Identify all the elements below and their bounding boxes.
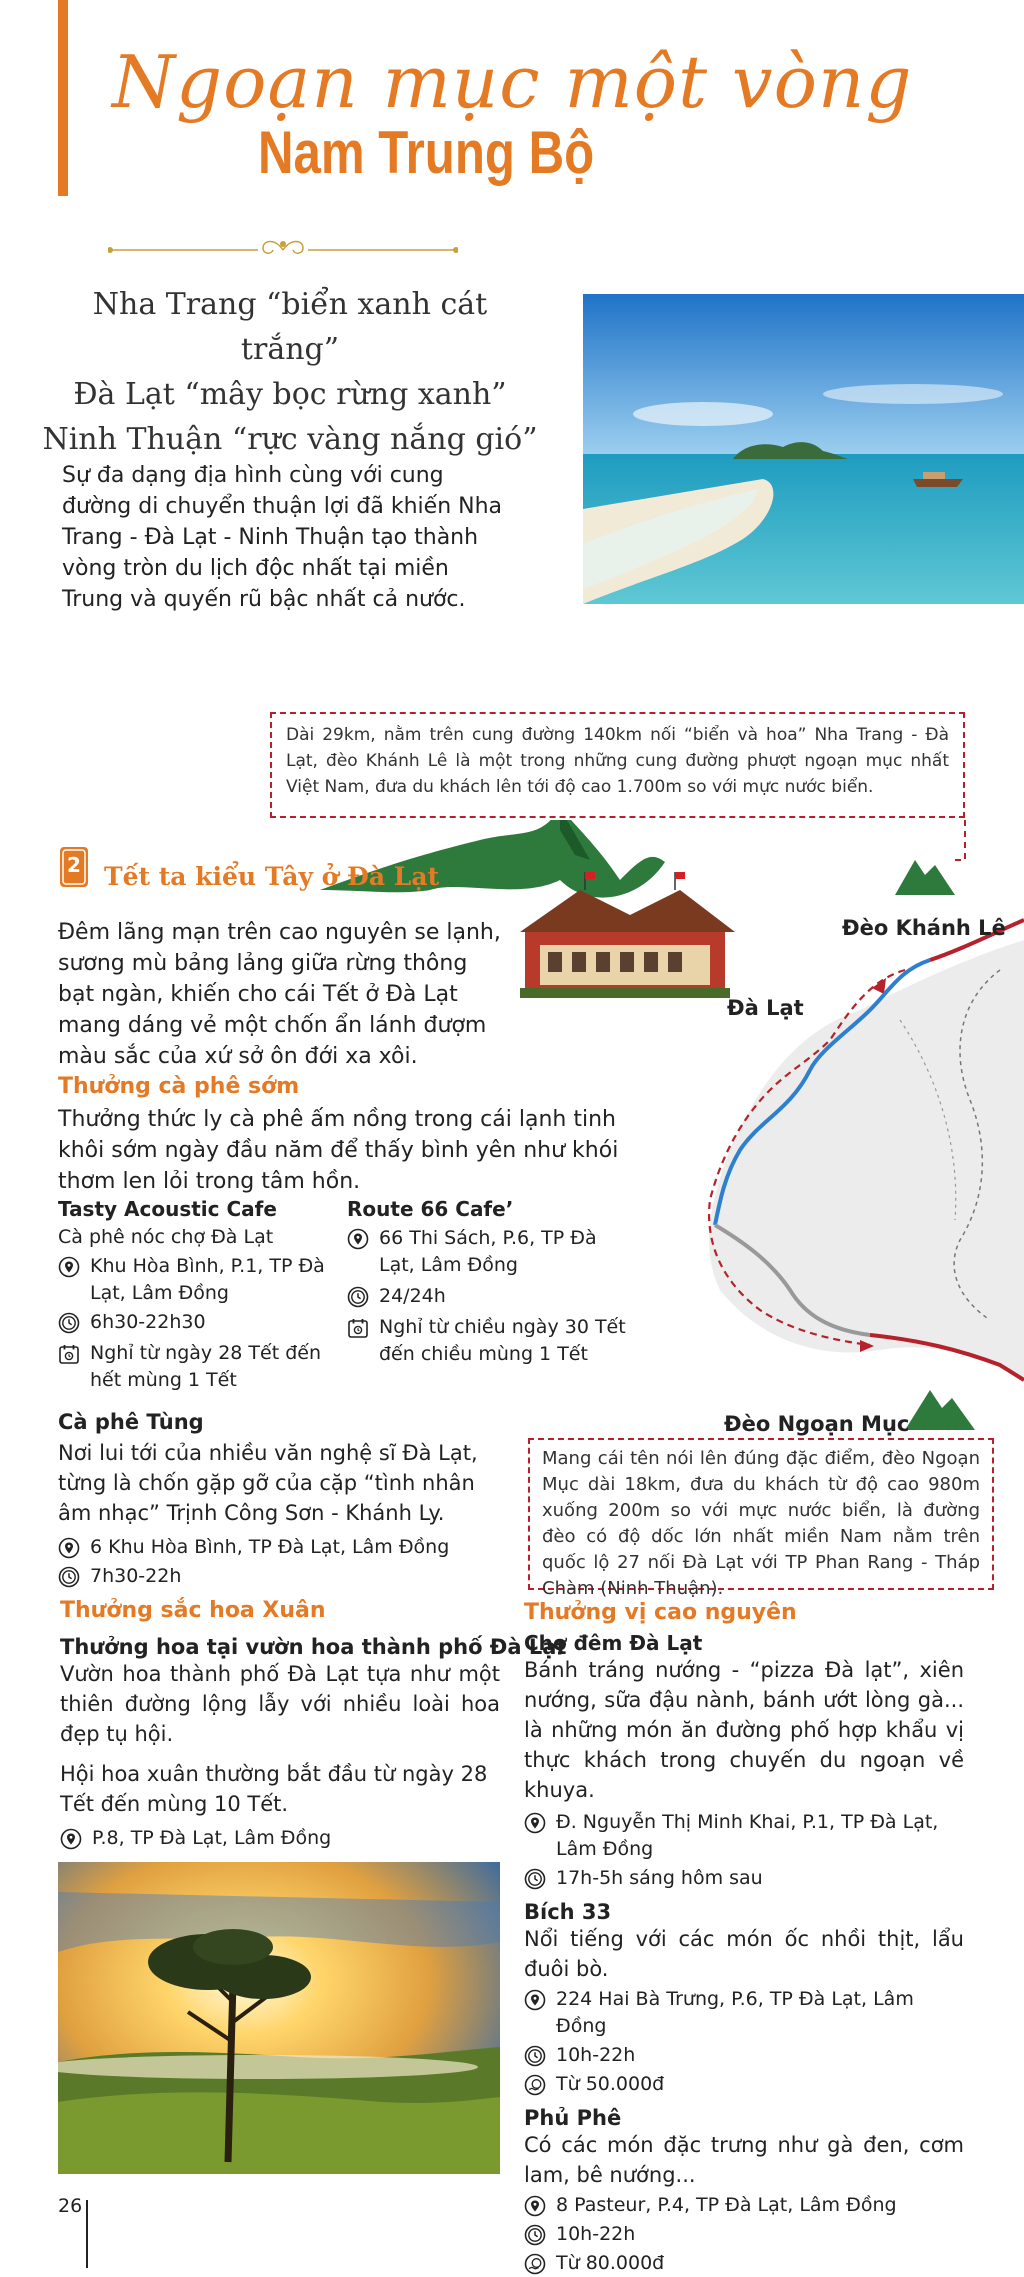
venue-price: Từ 50.000đ xyxy=(556,2073,665,2095)
flowers-subheading: Thưởng hoa tại vườn hoa thành phố Đà Lạt xyxy=(60,1635,567,1659)
clock-icon xyxy=(524,1868,546,1890)
venue-desc: Nơi lui tới của nhiều văn nghệ sĩ Đà Lạt, từng là chốn gặp gỡ của cặp “tình nhân âm nhạc” Trịnh Công Sơn - Khánh Ly. xyxy=(58,1441,478,1525)
clock-icon xyxy=(58,1566,80,1588)
venue-hours: 17h-5h sáng hôm sau xyxy=(556,1867,763,1889)
mountain-icon-khanh-le xyxy=(895,860,955,895)
location-icon xyxy=(347,1228,369,1250)
venue-closed: Nghỉ từ chiều ngày 30 Tết đến chiều mùng 1 Tết xyxy=(379,1316,626,1365)
venue-name: Route 66 Cafe’ xyxy=(347,1197,514,1221)
venue-closed: Nghỉ từ ngày 28 Tết đến hết mùng 1 Tết xyxy=(90,1342,321,1391)
map-label-khanh-le: Đèo Khánh Lê xyxy=(842,916,1006,940)
calendar-icon xyxy=(58,1343,80,1365)
ca-phe-tung-block xyxy=(58,1410,503,1590)
venue-hours: 10h-22h xyxy=(556,2044,636,2066)
venue-desc: Cà phê nóc chợ Đà Lạt xyxy=(58,1226,274,1248)
venue-name: Phủ Phê xyxy=(524,2106,622,2130)
venue-desc: Bánh tráng nướng - “pizza Đà lạt”, xiên nướng, sữa đậu nành, bánh ướt lòng gà... là những món ăn đường phố hợp khẩu vị thực khách trong chuyến du ngoạn về khuya. xyxy=(524,1658,964,1802)
section-title: Tết ta kiểu Tây ở Đà Lạt xyxy=(104,862,440,891)
location-icon xyxy=(58,1537,80,1559)
header-accent-bar xyxy=(58,0,68,196)
location-icon xyxy=(524,2195,546,2217)
location-icon xyxy=(524,1989,546,2011)
clock-icon xyxy=(347,1286,369,1308)
venue-name: Cà phê Tùng xyxy=(58,1410,204,1434)
mountain-icon-ngoan-muc xyxy=(905,1390,975,1430)
venue-hours: 7h30-22h xyxy=(90,1565,182,1587)
food-block xyxy=(524,1600,964,2277)
venue-address: Đ. Nguyễn Thị Minh Khai, P.1, TP Đà Lạt, Lâm Đồng xyxy=(556,1811,939,1860)
page-number-rule xyxy=(86,2200,88,2268)
section-number: 2 xyxy=(67,853,81,877)
ornament-divider xyxy=(108,232,458,262)
clock-icon xyxy=(524,2045,546,2067)
venue-name: Bích 33 xyxy=(524,1900,612,1924)
flowers-heading: Thưởng sắc hoa Xuân xyxy=(60,1598,326,1623)
page-number: 26 xyxy=(58,2195,83,2217)
title-script-line: Ngoạn mục một vòng xyxy=(112,40,913,124)
venue-address: 66 Thi Sách, P.6, TP Đà Lạt, Lâm Đồng xyxy=(379,1227,597,1276)
beach-photo xyxy=(583,294,1024,604)
clock-icon xyxy=(58,1312,80,1334)
clock-icon xyxy=(524,2224,546,2246)
section-intro: Đêm lãng mạn trên cao nguyên se lạnh, sương mù bảng lảng giữa rừng thông bạt ngàn, khiến cho cái Tết ở Đà Lạt mang dáng vẻ một chốn ẩn lánh đượm màu sắc của xứ sở ôn đới xa xôi. xyxy=(58,920,501,1069)
subtitle-line: Đà Lạt “mây bọc rừng xanh” xyxy=(73,377,507,412)
location-icon xyxy=(58,1256,80,1278)
tasty-acoustic-block xyxy=(58,1197,333,1394)
flowers-address: P.8, TP Đà Lạt, Lâm Đồng xyxy=(92,1827,332,1849)
khanh-le-callout: Dài 29km, nằm trên cung đường 140km nối “biển và hoa” Nha Trang - Đà Lạt, đèo Khánh Lê là một trong những cung đường phượt ngoạn mục nhất Việt Nam, đưa du khách lên tới độ cao 1.700m so với mực nước biển. xyxy=(270,712,965,818)
route66-block xyxy=(347,1197,637,1368)
coffee-text: Thưởng thức ly cà phê ấm nồng trong cái lạnh tinh khôi sớm ngày đầu năm để thấy bình yên như khói thơm len lỏi trong tâm hồn. xyxy=(58,1107,619,1194)
food-heading: Thưởng vị cao nguyên xyxy=(524,1600,797,1625)
venue-address: 8 Pasteur, P.4, TP Đà Lạt, Lâm Đồng xyxy=(556,2194,897,2216)
flowers-text2: Hội hoa xuân thường bắt đầu từ ngày 28 Tết đến mùng 10 Tết. xyxy=(60,1762,488,1816)
subtitle-line: Ninh Thuận “rực vàng nắng gió” xyxy=(42,422,538,457)
ngoan-muc-callout: Mang cái tên nói lên đúng đặc điểm, đèo Ngoạn Mục dài 18km, đưa du khách từ độ cao 980m xuống 200m so với mực nước biển, là đường đèo có độ dốc lớn nhất miền Nam nằm trên quốc lộ 27 nối Đà Lạt với TP Phan Rang - Tháp Chàm (Ninh Thuận). xyxy=(528,1438,994,1590)
subtitle-block xyxy=(40,282,540,462)
map-label-da-lat: Đà Lạt xyxy=(727,996,804,1020)
map-label-ngoan-muc: Đèo Ngoạn Mục xyxy=(724,1412,910,1436)
location-icon xyxy=(60,1828,82,1850)
venue-name: Tasty Acoustic Cafe xyxy=(58,1197,277,1221)
venue-hours: 24/24h xyxy=(379,1285,446,1307)
coffee-heading: Thưởng cà phê sớm xyxy=(58,1074,300,1099)
venue-desc: Có các món đặc trưng như gà đen, cơm lam, bê nướng... xyxy=(524,2133,964,2187)
callout-connector xyxy=(950,820,965,860)
intro-paragraph: Sự đa dạng địa hình cùng với cung đường di chuyển thuận lợi đã khiến Nha Trang - Đà Lạt - Ninh Thuận tạo thành vòng tròn du lịch độc nhất tại miền Trung và quyến rũ bậc nhất cả nước. xyxy=(62,463,503,612)
price-icon xyxy=(524,2074,546,2096)
venue-address: 6 Khu Hòa Bình, TP Đà Lạt, Lâm Đồng xyxy=(90,1536,450,1558)
location-icon xyxy=(524,1812,546,1834)
flowers-text1: Vườn hoa thành phố Đà Lạt tựa như một thiên đường lộng lẫy với nhiều loài hoa đẹp tụ hội. xyxy=(60,1662,500,1746)
venue-desc: Nổi tiếng với các món ốc nhồi thịt, lẩu đuôi bò. xyxy=(524,1927,964,1981)
calendar-icon xyxy=(347,1317,369,1339)
flower-garden-photo xyxy=(58,1862,500,2174)
flowers-block xyxy=(60,1598,567,1852)
subtitle-line: Nha Trang “biển xanh cát trắng” xyxy=(92,287,488,367)
venue-address: 224 Hai Bà Trưng, P.6, TP Đà Lạt, Lâm Đồng xyxy=(556,1988,914,2037)
venue-hours: 6h30-22h30 xyxy=(90,1311,206,1333)
venue-name: Chợ đêm Đà Lạt xyxy=(524,1631,703,1655)
price-icon xyxy=(524,2253,546,2275)
page-title: Nam Trung Bộ xyxy=(258,119,595,186)
venue-price: Từ 80.000đ xyxy=(556,2252,665,2274)
venue-hours: 10h-22h xyxy=(556,2223,636,2245)
venue-address: Khu Hòa Bình, P.1, TP Đà Lạt, Lâm Đồng xyxy=(90,1255,325,1304)
